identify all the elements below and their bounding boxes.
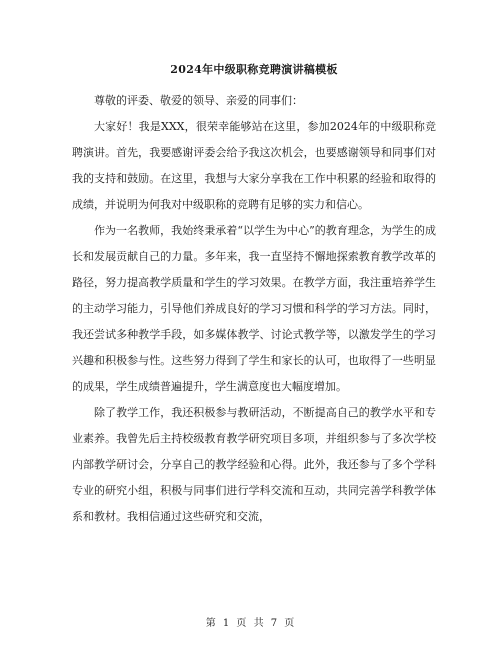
paragraph-2: 作为一名教师，我始终秉承着“以学生为中心”的教育理念，为学生的成长和发展贡献自己的力量。多年来，我一直坚持不懈地探索教育教学改革的路径，努力提高教学质量和学生的学习效果。在教学方面，我注重培养学生的主动学习能力，引导他们养成良好的学习习惯和科学的学习方法。同时，我还尝试多种教学手段，如多媒体教学、讨论式教学等，以激发学生的学习兴趣和积极参与性。这些努力得到了学生和家长的认可，也取得了一些明显的成果，学生成绩普遍提升，学生满意度也大幅度增加。	[72, 224, 436, 393]
document-title: 2024年中级职称竞聘演讲稿模板	[170, 63, 338, 76]
paragraph-1: 大家好！我是XXX，很荣幸能够站在这里，参加2024年的中级职称竞聘演讲。首先，我要感谢评委会给予我这次机会，也要感谢领导和同事们对我的支持和鼓励。在这里，我想与大家分享我在工作中积累的经验和取得的成绩，并说明为何我对中级职称的竞聘有足够的实力和信心。	[72, 120, 436, 211]
salutation: 尊敬的评委、敬爱的领导、亲爱的同事们：	[94, 94, 303, 107]
page-number-footer: 第 1 页 共 7 页	[205, 618, 297, 629]
paragraph-3: 除了教学工作，我还积极参与教研活动，不断提高自己的教学水平和专业素养。我曾先后主持校级教育教学研究项目多项，并组织参与了多次学校内部教学研讨会，分享自己的教学经验和心得。此外，我还参与了多个学科专业的研究小组，积极与同事们进行学科交流和互动，共同完善学科教学体系和教材。我相信通过这些研究和交流，	[72, 406, 436, 523]
